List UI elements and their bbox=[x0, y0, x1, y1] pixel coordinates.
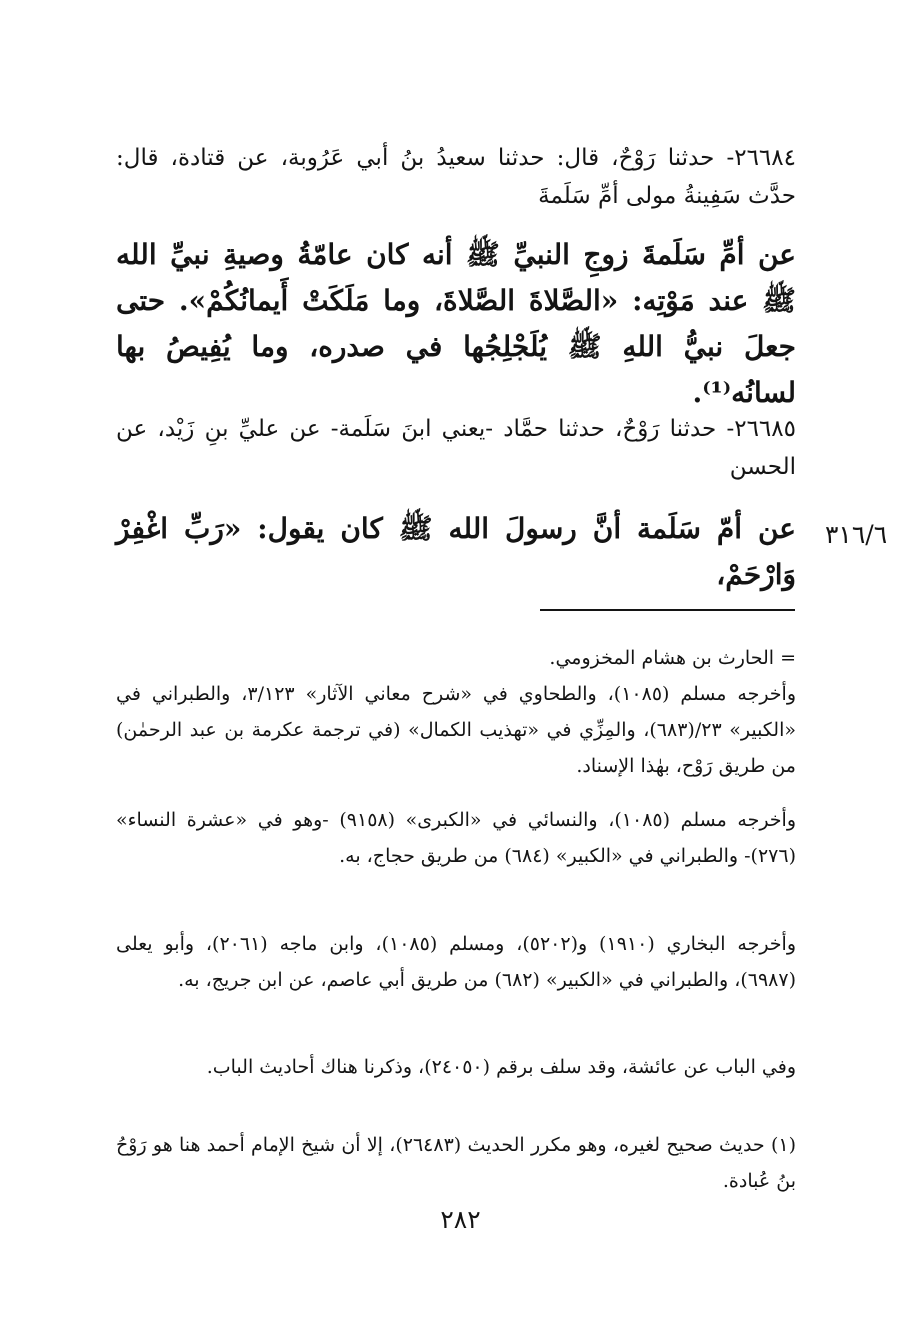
footnote-paragraph: وأخرجه البخاري (١٩١٠) و(٥٢٠٢)، ومسلم (١٠٨٥)، وابن ماجه (٢٠٦١)، وأبو يعلى (٦٩٨٧)، والطبراني في «الكبير» (٦٨٢) من طريق أبي عاصم، عن ابن جريج، به. bbox=[116, 933, 796, 991]
footnote-paragraph: وفي الباب عن عائشة، وقد سلف برقم (٢٤٠٥٠)، وذكرنا هناك أحاديث الباب. bbox=[206, 1056, 796, 1078]
footnote-1: (١) حديث صحيح لغيره، وهو مكرر الحديث (٢٦٤٨٣)، إلا أن شيخ الإمام أحمد هنا هو رَوْحُ بنُ عُبادة. bbox=[116, 1134, 796, 1192]
footnote-paragraph: وأخرجه مسلم (١٠٨٥)، والنسائي في «الكبرى» (٩١٥٨) -وهو في «عشرة النساء» (٢٧٦)- والطبراني في «الكبير» (٦٨٤) من طريق حجاج، به. bbox=[116, 809, 796, 867]
margin-reference: ٣١٦/٦ bbox=[825, 520, 888, 549]
hadith-matn-26684: عن أمِّ سَلَمةَ زوجِ النبيِّ ﷺ أنه كان عامّةُ وصيةِ نبيِّ الله ﷺ عند مَوْتِه: «الصَّلاةَ الصَّلاةَ، وما مَلَكَتْ أَيمانُكُمْ». حتى جعلَ نبيُّ اللهِ ﷺ يُلَجْلِجُها في صدره، وما يُفِيصُ بها لسانُه⁽¹⁾. bbox=[116, 238, 796, 409]
hadith-matn-26685: عن أمّ سَلَمة أنَّ رسولَ الله ﷺ كان يقول: «رَبِّ اغْفِرْ وَارْحَمْ، bbox=[116, 512, 796, 591]
footnote-separator bbox=[540, 609, 795, 611]
hadith-isnad-26684: ٢٦٦٨٤- حدثنا رَوْحٌ، قال: حدثنا سعيدُ بنُ أبي عَرُوبة، عن قتادة، قال: حدَّث سَفِينةُ مولى أمِّ سَلَمةَ bbox=[116, 145, 796, 209]
footnote-continuation: = الحارث بن هشام المخزومي. bbox=[549, 647, 796, 669]
hadith-isnad-26685: ٢٦٦٨٥- حدثنا رَوْحٌ، حدثنا حمَّاد -يعني ابنَ سَلَمة- عن عليِّ بنِ زَيْد، عن الحسن bbox=[116, 416, 796, 480]
footnote-paragraph: وأخرجه مسلم (١٠٨٥)، والطحاوي في «شرح معاني الآثار» ٣/١٢٣، والطبراني في «الكبير» ٢٣/(٦٨٣)، والمِزِّي في «تهذيب الكمال» (في ترجمة عكرمة بن عبد الرحمٰن) من طريق رَوْح، بهٰذا الإسناد. bbox=[116, 683, 796, 777]
page-number: ٢٨٢ bbox=[440, 1205, 481, 1234]
